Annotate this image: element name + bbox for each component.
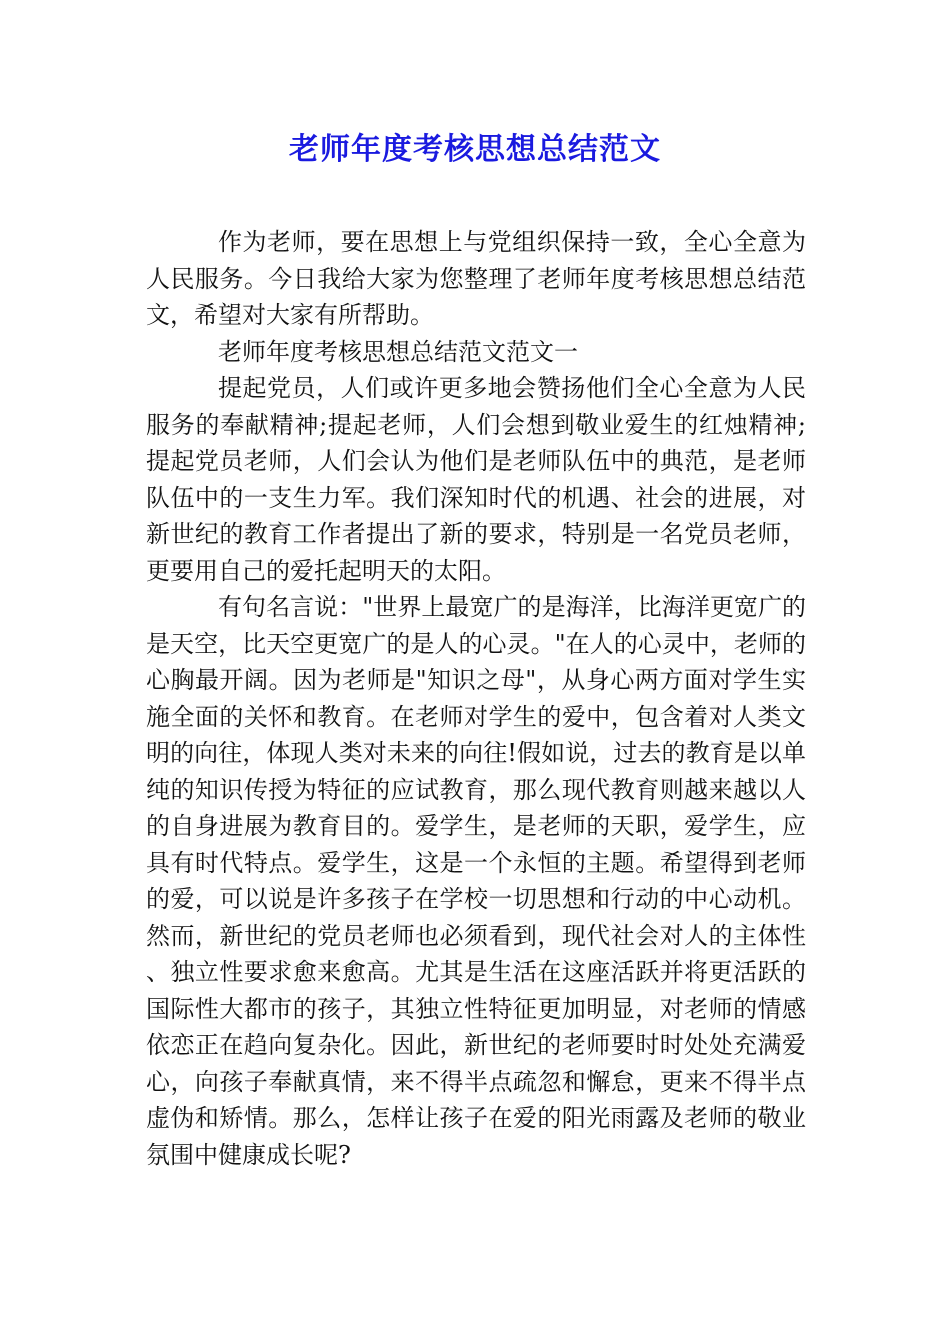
paragraph-quote: 有句名言说："世界上最宽广的是海洋，比海洋更宽广的是天空，比天空更宽广的是人的心灵。"在人的心灵中，老师的心胸最开阔。因为老师是"知识之母"，从身心两方面对学生实施全面的关怀和教育。在老师对学生的爱中，包含着对人类文明的向往，体现人类对未来的向往!假如说，过去的教育是以单纯的知识传授为特征的应试教育，那么现代教育则越来越以人的自身进展为教育目的。爱学生，是老师的天职，爱学生，应具有时代特点。爱学生，这是一个永恒的主题。希望得到老师的爱，可以说是许多孩子在学校一切思想和行动的中心动机。然而，新世纪的党员老师也必须看到，现代社会对人的主体性、独立性要求愈来愈高。尤其是生活在这座活跃并将更活跃的国际性大都市的孩子，其独立性特征更加明显，对老师的情感依恋正在趋向复杂化。因此，新世纪的老师要时时处处充满爱心，向孩子奉献真情，来不得半点疏忽和懈怠，更来不得半点虚伪和矫情。那么，怎样让孩子在爱的阳光雨露及老师的敬业氛围中健康成长呢? [146, 593, 806, 1169]
paragraph-intro: 作为老师，要在思想上与党组织保持一致，全心全意为人民服务。今日我给大家为您整理了老师年度考核思想总结范文，希望对大家有所帮助。 [146, 228, 806, 329]
paragraph-section-heading: 老师年度考核思想总结范文范文一 [218, 337, 578, 366]
document-title: 老师年度考核思想总结范文 [289, 132, 661, 167]
document-body [146, 224, 806, 1173]
paragraph-party-member: 提起党员，人们或许更多地会赞扬他们全心全意为人民服务的奉献精神;提起老师，人们会想到敬业爱生的红烛精神;提起党员老师，人们会认为他们是老师队伍中的典范，是老师队伍中的一支生力军。我们深知时代的机遇、社会的进展，对新世纪的教育工作者提出了新的要求，特别是一名党员老师，更要用自己的爱托起明天的太阳。 [146, 374, 806, 585]
